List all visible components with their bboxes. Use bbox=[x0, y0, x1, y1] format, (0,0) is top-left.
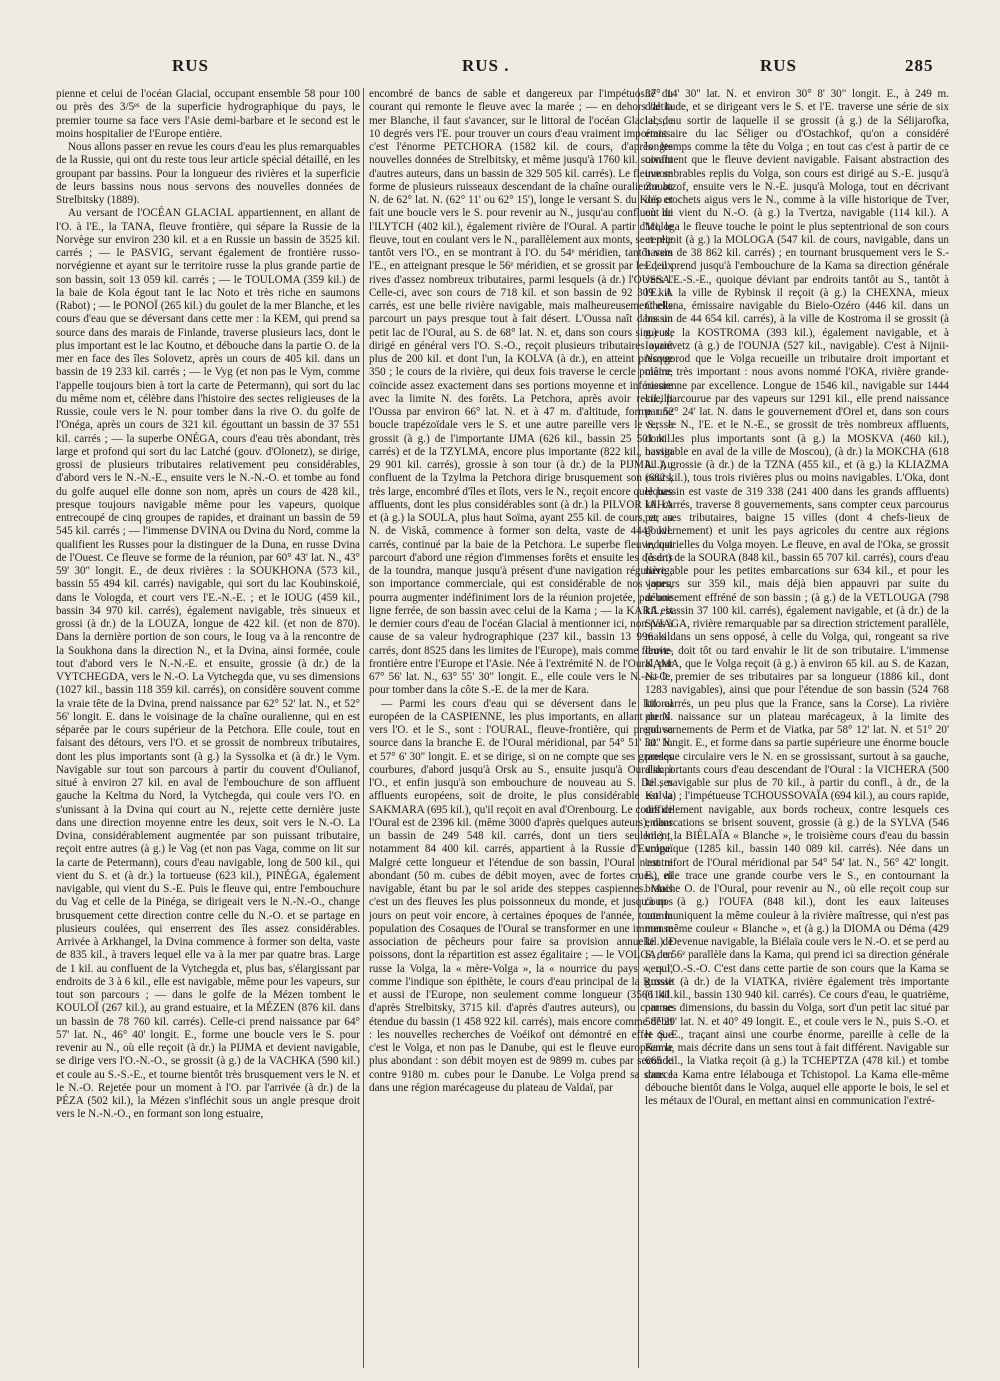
running-header bbox=[0, 56, 1000, 82]
page-number: 285 bbox=[905, 56, 934, 75]
paragraph: pienne et celui de l'océan Glacial, occupant ensemble 58 pour 100 ou près des 3/5ᵉˢ de la superficie hydrographique du pays, le premier tourne sa face vers l'Asie demi-barbare et le second est le moins hospitalier de l'Europe entière. bbox=[56, 88, 360, 140]
paragraph: Nous allons passer en revue les cours d'eau les plus remarquables de la Russie, qui ont du reste tous leur article spécial détaillé, en les groupant par bassins. Pour la longueur des rivières et la superficie de leurs bassins nous nous servons des nouvelles données de Strelbitsky (1889). bbox=[56, 141, 360, 206]
paragraph: encombré de bancs de sable et dangereux par l'impétuosité du courant qui remonte le fleuve avec la marée ; — en dehors de la mer Blanche, il faut s'avancer, sur le littoral de l'océan Glacial, de 10 degrés vers l'E. pour trouver un cours d'eau vraiment important : c'est l'énorme PETCHORA (1582 kil. de cours, d'après les nouvelles données de Strelbitsky, et même jusqu'à 1760 kil. suivant d'autres auteurs, dans un bassin de 329 505 kil. carrés). Le fleuve se forme de plusieurs ruisseaux descendant de la chaîne ouralienne au N. de 62° lat. N. (62° 11' ou 62° 15'), longe le versant S. du Koïp et fait une boucle vers le S. pour revenir au N., jusqu'au confluent de l'ILYTCH (402 kil.), également rivière de l'Oural. A partir d'ici, le fleuve, tout en coulant vers le N., parallèlement aux monts, se replie tantôt vers l'O., en se montrant à l'O. du 54ᵉ méridien, tantôt vers l'E., en atteignant presque le 56ᵉ méridien, et se grossit par les deux rives d'assez nombreux tributaires, parmi lesquels (à dr.) l'OUSSA. Celle-ci, avec son cours de 718 kil. et son bassin de 92 309 kil. carrés, est une belle rivière navigable, mais malheureusement elle parcourt un pays presque tout à fait désert. L'Oussa naît dans un petit lac de l'Oural, au S. de 68° lat. N. et, dans son cours sinueux, dirigé en général vers l'O. S.-O., reçoit plusieurs tributaires ayant plus de 200 kil. et dont l'un, la KOLVA (à dr.), en atteint presque 350 ; le cours de la rivière, qui deux fois traverse le cercle polaire, coïncide assez exactement dans ses portions moyenne et inférieure avec la limite N. des forêts. La Petchora, après avoir recueilli l'Oussa par environ 66° lat. N. et à 47 m. d'altitude, forme une boucle trapézoïdale vers le S. et une autre pareille vers le S., se grossit (à g.) de l'importante IJMA (626 kil., bassin 25 501 kil. carrés) et de la TZYLMA, encore plus importante (822 kil., bassin 29 901 kil. carrés), grossie à son tour (à dr.) de la PIJMA. Au confluent de la Tzylma la Petchora dirige brusquement son cours, très large, encombré d'îles et îlots, vers le N., reçoit encore quelques affluents, dont les plus considérables sont (à dr.) la PILVOR IAHA et (à g.) la SOULA, plus haut Soïma, ayant 255 kil. de cours, et, au N. de Viskâ, commence à former son delta, vaste de 4447 kil. carrés, continué par la baie de la Petchora. Le superbe fleuve, qui parcourt d'abord une région d'immenses forêts et ensuite les déserts de la toundra, manque jusqu'à présent d'une navigation régulière ; son importance commerciale, qui est considérable de nos jours, pourra augmenter indéfiniment lors de la réunion projetée, par une ligne ferrée, de son bassin avec celui de la Kama ; — la KARA est le dernier cours d'eau de l'océan Glacial à mentionner ici, non pas à cause de sa valeur hydrographique (237 kil., bassin 13 996 kil. carrés, dont 8525 dans les limites de l'Europe), mais comme fleuve-frontière entre l'Europe et l'Asie. Née à l'extrémité N. de l'Oural, par 67° 56' lat. N., 63° 55' 30" longit. E., elle coule vers le N.-N.-O., pour tomber dans la côte S.-E. de la mer de Kara. bbox=[369, 88, 673, 697]
header-center: RUS . bbox=[462, 56, 510, 75]
text-column-right bbox=[645, 88, 949, 1373]
paragraph: — Parmi les cours d'eau qui se déversent dans le littoral européen de la CASPIENNE, les plus importants, en allant du N. vers l'O. et le S., sont : l'OURAL, fleuve-frontière, qui prend sa source dans la branche E. de l'Oural méridional, par 54° 51' lat. N. et 57° 6' 30" longit. E. et se dirige, si on ne compte que ses grandes courbures, d'abord jusqu'à Orsk au S., ensuite jusqu'à Ouralsk à l'O., et enfin jusqu'à son embouchure de nouveau au S. De ses affluents européens, soit de droite, le plus considérable est la SAKMARA (695 kil.), qu'il reçoit en aval d'Orenbourg. Le cours de l'Oural est de 2396 kil. (même 3000 d'après quelques auteurs), dans un bassin de 249 548 kil. carrés, dont un tiers seulement, notamment 84 400 kil. carrés, appartient à la Russie d'Europe. Malgré cette longueur et l'étendue de son bassin, l'Oural n'est ni abondant (50 m. cubes de débit moyen, avec de fortes crues), ni navigable, étant bu par le sol aride des steppes caspiennes. Mais c'est un des fleuves les plus poissonneux du monde, et jusqu'à nos jours on peut voir encore, à certaines époques de l'année, toute la population des Cosaques de l'Oural se transformer en une immense association de pêcheurs pour faire sa provision annuelle de poissons, dont la répartition est assez égalitaire ; — le VOLGA, en russe la Volga, la « mère-Volga », la « nourrice du pays », qui, comme l'indique son épithète, le cours d'eau principal de la Russie et aussi de l'Europe, non seulement comme longueur (3566 kil. d'après Strelbitsky, 3715 kil. d'après d'autres auteurs), ou comme étendue du bassin (1 458 922 kil. carrés), mais encore comme débit : les nouvelles recherches de Voéikof ont démontré en effet que c'est le Volga, et non pas le Danube, qui est le fleuve européen le plus abondant : son débit moyen est de 9899 m. cubes par seconde contre 9180 m. cubes pour le Danube. Le Volga prend sa source dans une région marécageuse du plateau de Valdaï, par bbox=[369, 697, 673, 1094]
paragraph: Au versant de l'OCÉAN GLACIAL appartiennent, en allant de l'O. à l'E., la TANA, fleuve frontière, qui sépare la Russie de la Norvège sur environ 230 kil. et a en Russie un bassin de 3525 kil. carrés ; — le PASVIG, servant également de frontière russo-norvégienne et ayant sur le territoire russe la plus grande partie de son bassin, soit 13 059 kil. carrés ; — le TOULOMA (359 kil.) de la baie de Kola égout tant le lac Noto et très riche en saumons (Rabot) ; — le PONOÏ (265 kil.) du goulet de la mer Blanche, et les cours d'eau que se déversant dans cette mer : la KEM, qui prend sa source dans des marais de Finlande, traverse plusieurs lacs, dont le plus important est le lac Koutno, et débouche dans la partie O. de la mer en face des îles Solovetz, après un cours de 405 kil. dans un bassin de 19 233 kil. carrés ; — le Vyg (et non pas le Vym, comme l'appelle toujours bien à tort la carte de Petermann), qui sort du lac du même nom et, célèbre dans l'histoire des sectes religieuses de la Russie, coule vers le N. pour tomber dans la rive O. du golfe de l'Onéga, après un cours de 321 kil. égouttant un bassin de 37 551 kil. carrés ; — la superbe ONÉGA, cours d'eau très abondant, très large et profond qui sort du lac Latché (gouv. d'Olonetz), se dirige, grossi de plusieurs tributaires relativement peu considérables, d'abord vers le N.-N.-E., ensuite vers le N.-N.-O. et tombe au fond du golfe auquel elle donne son nom, après un cours de 428 kil., presque toujours navigable même pour les vapeurs, quoique entrecoupé de cinq groupes de rapides, et drainant un bassin de 59 545 kil. carrés ; — l'immense DVINA ou Dvina du Nord, comme la qualifient les Russes pour la distinguer de la Duna, en russe Dvina de l'Ouest. Ce fleuve se forme de la réunion, par 60° 43' lat. N., 43° 59' 30" longit. E., de deux rivières : la SOUKHONA (573 kil., bassin 55 494 kil. carrés) navigable, qui sort du lac Koubinskoié, dans le Vologda, et court vers l'E.-N.-E. ; et le IOUG (459 kil., bassin 34 970 kil. carrés), également navigable, très sinueux et grossi (à dr.) de la LOUZA, longue de 422 kil. (et non de 870). Dans la dernière portion de son cours, le Ioug va à la rencontre de la Soukhona dans la direction N., et la Dvina, ainsi formée, coule tout d'abord vers le N.-N.-E. et ensuite, grossie (à dr.) de la VYTCHEGDA, vers le N.-O. La Vytchegda que, vu ses dimensions (1027 kil., bassin 118 359 kil. carrés), on considère souvent comme la vraie tête de la Dvina, prend naissance par 62° 52' lat. N., et 52° 56' longit. E. dans le voisinage de la chaîne ouralienne, qui en est séparée par le cours supérieur de la Petchora. Elle coule, tout en faisant des détours, vers l'O. et se grossit de nombreux tributaires, dont les plus importants sont (à g.) la Syssolka et (à dr.) le Vym. Navigable sur tout son parcours à partir du couvent d'Oulianof, situé à environ 27 kil. en aval de l'embouchure de son affluent gauche la Keltma du Nord, la Vytchegda, qui coule vers l'O. en s'unissant à la Dvina qui court au N., rejette cette dernière juste dans une direction moyenne entre les deux, soit vers le N.-O. La Dvina, considérablement augmentée par son puissant tributaire, reçoit entre autres (à g.) le Vag (et non pas Vaga, comme on lit sur la carte de Petermann), cours d'eau navigable, long de 500 kil., qui vient du S. et (à dr.) la tortueuse (623 kil.), PINÉGA, également navigable, qui vient du S.-E. Puis le fleuve qui, entre l'embouchure du Vag et celle de la Pinéga, se dirigeait vers le N.-N.-O., change brusquement cette direction contre celle du N.-O. et se partage en plusieurs coulées, qui enserrent des îles assez considérables. Arrivée à Arkhangel, la Dvina commence à former son delta, vaste de 835 kil., à travers lequel elle va à la mer par quatre bras. Large de 1 kil. au confluent de la Vytchegda et, plus bas, s'élargissant par endroits de 3 à 6 kil., elle est navigable, même pour les vapeurs, sur tout son parcours ; — dans le golfe de la Mézen tombent le KOULOÏ (267 kil.), au grand estuaire, et la MÉZEN (876 kil. dans un bassin de 78 760 kil. carrés). Celle-ci prend naissance par 64° 57' lat. N., 46° 40' longit. E., forme une boucle vers le S. pour revenir au N., où elle reçoit (à dr.) la PIJMA et devient navigable, se dirige vers l'O.-N.-O., se grossit (à g.) de la VACHKA (590 kil.) et coule au S.-S.-E., et tourne bientôt très brusquement vers le N. et le N.-O. Rejetée pour un moment à l'O. par l'arrivée (à dr.) de la PÉZA (502 kil.), la Mézen s'infléchit sous un angle presque droit vers le N.-N.-O., en formant son long estuaire, bbox=[56, 207, 360, 1121]
header-right: RUS bbox=[760, 56, 798, 75]
text-column-middle bbox=[369, 88, 673, 1373]
header-left: RUS bbox=[172, 56, 210, 75]
text-column-left bbox=[56, 88, 360, 1373]
paragraph: 57° 14' 30" lat. N. et environ 30° 8' 30" longit. E., à 249 m. d'altitude, et se dirigeant vers le S. et l'E. traverse une série de six lacs, au sortir de laquelle il se grossit (à g.) de la Sélijarofka, émissaire du lac Séliger ou d'Ostachkof, qu'on a considéré longtemps comme la tête du Volga ; en tout cas c'est à partir de ce confluent que le fleuve devient navigable. Faisant abstraction des innombrables replis du Volga, son cours est dirigé au S.-E. jusqu'à Zoubtzof, ensuite vers le N.-E. jusqu'à Mologa, tout en décrivant des crochets aigus vers le N., comme à la ville historique de Tver, où lui vient du N.-O. (à g.) la Tvertza, navigable (114 kil.). A Mologa le fleuve touche le point le plus septentrional de son cours et reçoit (à g.) la MOLOGA (547 kil. de cours, navigable, dans un bassin de 38 862 kil. carrés) ; en tournant brusquement vers le S.-E., il prend jusqu'à l'embouchure de la Kama sa direction générale vers l'E.-S.-E., quoique déviant par endroits tantôt au S., tantôt à l'E. A la ville de Rybinsk il reçoit (à g.) la CHEXNA, mieux Cheksna, émissaire navigable du Bielo-Ozéro (446 kil. dans un bassin de 44 654 kil. carrés), à la ville de Kostroma il se grossit (à g.) de la KOSTROMA (393 kil.), également navigable, et à Iouriévetz (à g.) de l'OUNJA (527 kil., navigable). C'est à Nijnii-Novgorod que le Volga recueille un tributaire droit important et même très important : nous avons nommé l'OKA, rivière grande-russienne par excellence. Longue de 1546 kil., navigable sur 1444 kil., parcourue par des vapeurs sur 1291 kil., elle prend naissance par 52° 24' lat. N. dans le gouvernement d'Orel et, dans son cours vers le N., l'E. et le N.-E., se grossit de très nombreux affluents, dont les plus importants sont (à g.) la MOSKVA (460 kil.), navigable en aval de la ville de Moscou), (à dr.) la MOKCHA (618 kil.), grossie (à dr.) de la TZNA (455 kil., et (à g.) la KLIAZMA (682 kil.), tous trois rivières plus ou moins navigables. L'Oka, dont le bassin est vaste de 319 338 (241 400 dans les grands affluents) kil. carrés, traverse 8 gouvernements, sans compter ceux parcourus par ses tributaires, baigne 15 villes (dont 4 chefs-lieux de gouvernement) et unit les pays agricoles du centre aux régions industrielles du Volga moyen. Le fleuve, en aval de l'Oka, se grossit (à dr.) de la SOURA (848 kil., bassin 65 707 kil. carrés), cours d'eau navigable pour les petites embarcations sur 634 kil., et pour les vapeurs sur 359 kil., mais déjà bien appauvri par suite du déboisement effréné de son bassin ; (à g.) de la VETLOUGA (798 kil., bassin 37 100 kil. carrés), également navigable, et (à dr.) de la SVIAGA, rivière remarquable par sa direction strictement parallèle, mais dans un sens opposé, à celle du Volga, qui, rongeant sa rive droite, doit tôt ou tard envahir le lit de son tributaire. L'immense KAMA, que le Volga reçoit (à g.) à environ 65 kil. au S. de Kazan, est le premier de ses tributaires par sa longueur (1886 kil., dont 1283 navigables), ainsi que pour l'étendue de son bassin (524 768 kil. carrés, un peu plus que la France, sans la Corse). La rivière prend naissance sur un plateau marécageux, à la limite des gouvernements de Perm et de Viatka, par 58° 12' lat. N. et 51° 20' 30" longit. E., et forme dans sa partie supérieure une énorme boucle presque circulaire vers le N. en se grossissant, surtout à sa gauche, d'importants cours d'eau descendant de l'Oural : la VICHERA (500 kil., navigable sur plus de 70 kil., à partir du confl., à dr., de la Kolva) ; l'impétueuse TCHOUSSOVAÏA (694 kil.), au cours rapide, difficilement navigable, aux bords rocheux, contre lesquels ces embarcations se brisent souvent, grossie (à g.) de la SYLVA (546 kil.) ; la BIÉLAÏA « Blanche », le troisième cours d'eau du bassin volgaïque (1285 kil., bassin 140 089 kil. carrés). Née dans un contrefort de l'Oural méridional par 54° 54' lat. N., 56° 42' longit. E., elle trace une grande courbe vers le S., en contournant la branche O. de l'Oural, pour revenir au N., où elle reçoit coup sur coup (à g.) l'OUFA (848 kil.), dont les eaux laiteuses communiquent la même couleur à la rivière maîtresse, qui n'est pas non même couleur « Blanche », et (à g.) la DIOMA ou Déma (429 kil.). Devenue navigable, la Biélaïa coule vers le N.-O. et se perd au S. du 56ᵉ parallèle dans la Kama, qui prend ici sa direction générale vers l'O.-S.-O. C'est dans cette partie de son cours que la Kama se grossit (à dr.) de la VIATKA, rivière également très importante (1141 kil., bassin 130 940 kil. carrés). Ce cours d'eau, le quatrième, par ses dimensions, du bassin du Volga, sort d'un petit lac situé par 58° 29' lat. N. et 40° 49 longit. E., et coule vers le N., puis S.-O. et le S.-E., traçant ainsi une courbe énorme, pareille à celle de la Kama, mais décrite dans un sens tout à fait différent. Navigable sur 665 kil., la Viatka reçoit (à g.) la TCHEPTZA (478 kil.) et tombe dans la Kama entre Iélabouga et Tchistopol. La Kama elle-même débouche bientôt dans le Volga, auquel elle apporte le bois, le sel et les métaux de l'Oural, en mettant ainsi en communication l'extré- bbox=[645, 88, 949, 1107]
column-divider-left bbox=[363, 88, 364, 1368]
